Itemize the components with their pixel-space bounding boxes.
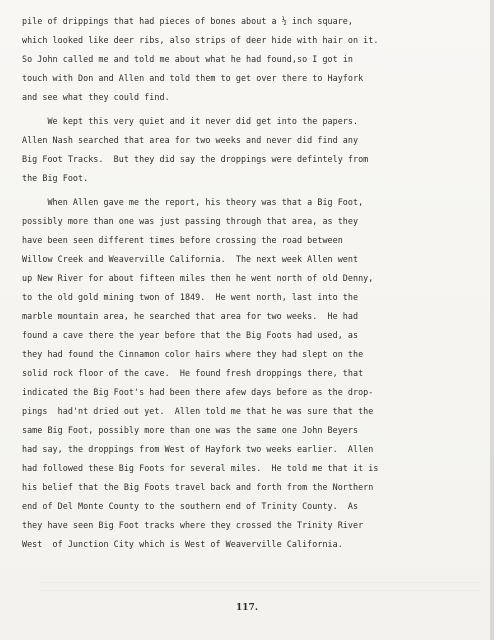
text-line: same Big Foot, possibly more than one was the same one John Beyers [22, 425, 359, 435]
text-line: they have seen Big Foot tracks where they crossed the Trinity River [22, 520, 364, 530]
text-line: touch with Don and Allen and told them to get over there to Hayfork [22, 73, 364, 83]
text-line: When Allen gave me the report, his theory was that a Big Foot, [22, 197, 364, 207]
text-line: So John called me and told me about what he had found,so I got in [22, 54, 353, 64]
text-line: up New River for about fifteen miles then he went north of old Denny, [22, 273, 374, 283]
text-line: to the old gold mining twon of 1849. He went north, last into the [22, 292, 359, 302]
text-line: had followed these Big Foots for several miles. He told me that it is [22, 463, 379, 473]
text-line: found a cave there the year before that the Big Foots had used, as [22, 330, 359, 340]
text-line: Big Foot Tracks. But they did say the droppings were defintely from [22, 154, 369, 164]
text-line: indicated the Big Foot's had been there afew days before as the drop- [22, 387, 374, 397]
text-line: and see what they could find. [22, 92, 170, 102]
text-line: which looked like deer ribs, also strips of deer hide with hair on it. [22, 35, 379, 45]
text-line: Willow Creek and Weaverville California. The next week Allen went [22, 254, 359, 264]
text-line: have been seen different times before crossing the road between [22, 235, 343, 245]
text-line: pile of drippings that had pieces of bones about a ½ inch square, [22, 16, 353, 26]
page-edge [490, 0, 494, 640]
text-line: West of Junction City which is West of Weaverville California. [22, 539, 343, 549]
paragraph [22, 193, 482, 554]
text-line: his belief that the Big Foots travel back and forth from the Northern [22, 482, 374, 492]
text-line: Allen Nash searched that area for two weeks and never did find any [22, 135, 359, 145]
text-line: pings had'nt dried out yet. Allen told me that he was sure that the [22, 406, 374, 416]
text-line: solid rock floor of the cave. He found fresh droppings there, that [22, 368, 364, 378]
paragraph [22, 112, 482, 188]
paragraph [22, 12, 482, 107]
text-line: We kept this very quiet and it never did get into the papers. [22, 116, 359, 126]
bleed-through-line [40, 582, 480, 583]
body-text [22, 12, 482, 554]
bleed-through-line [40, 590, 480, 591]
text-line: end of Del Monte County to the southern end of Trinity County. As [22, 501, 359, 511]
text-line: the Big Foot. [22, 173, 89, 183]
text-line: they had found the Cinnamon color hairs where they had slept on the [22, 349, 364, 359]
text-line: marble mountain area, he searched that area for two weeks. He had [22, 311, 359, 321]
text-line: had say, the droppings from West of Hayfork two weeks earlier. Allen [22, 444, 374, 454]
text-line: possibly more than one was just passing through that area, as they [22, 216, 359, 226]
page-number: 117. [236, 603, 258, 613]
